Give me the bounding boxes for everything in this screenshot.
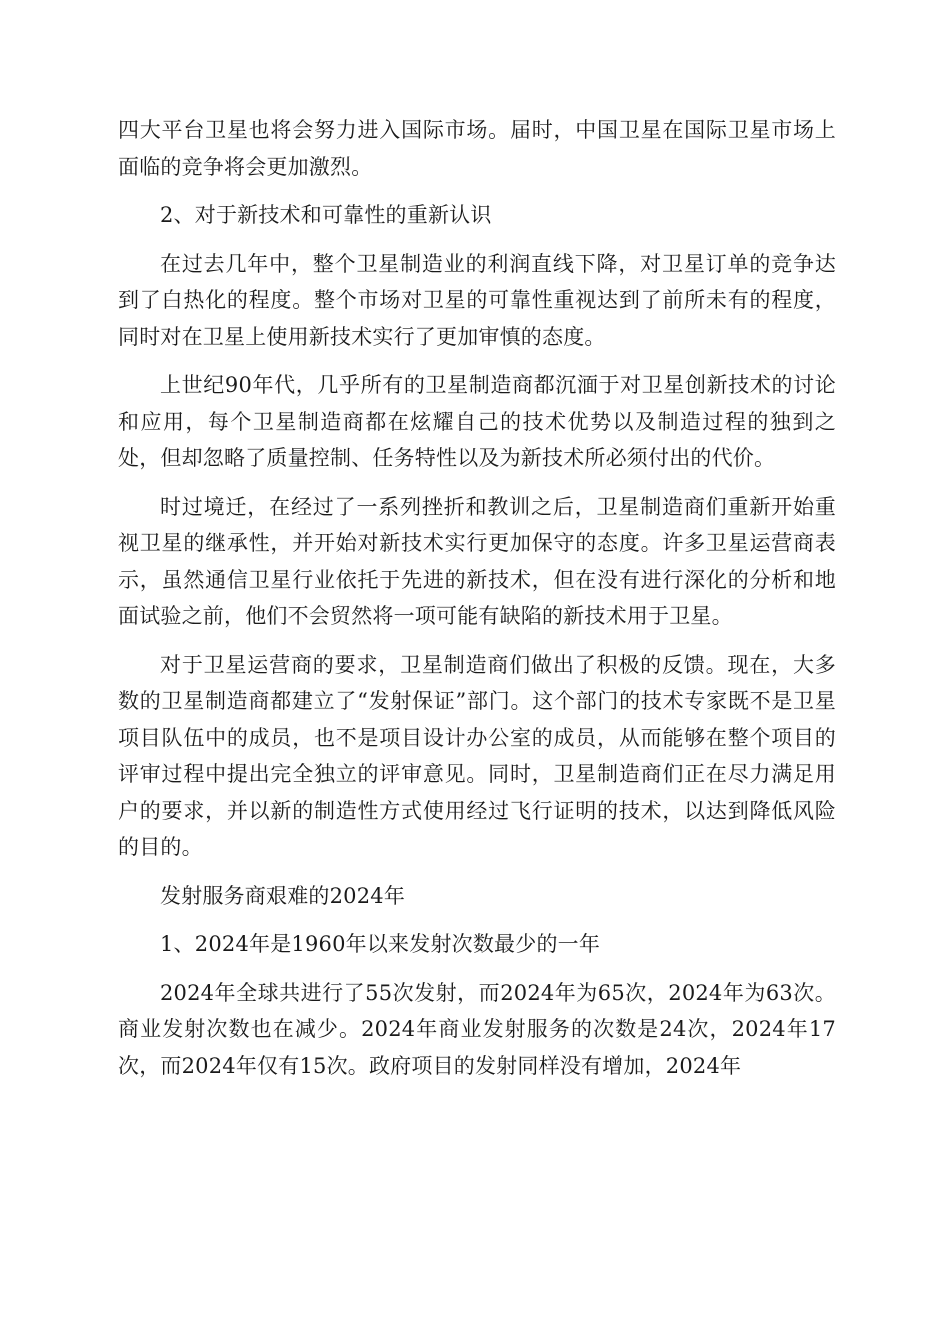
section-heading-launch-providers: 发射服务商艰难的2024年 [160,883,406,908]
document-body [118,112,836,1096]
paragraph-intro-continuation: 四大平台卫星也将会努力进入国际市场。届时，中国卫星在国际卫星市场上面临的竞争将会更加激烈。 [118,118,836,179]
paragraph-profit-decline: 在过去几年中，整个卫星制造业的利润直线下降，对卫星订单的竞争达到了白热化的程度。整个市场对卫星的可靠性重视达到了前所未有的程度，同时对在卫星上使用新技术实行了更加审慎的态度。 [118,251,836,349]
section-heading-new-tech-reliability: 2、对于新技术和可靠性的重新认识 [160,203,492,227]
paragraph-launch-assurance: 对于卫星运营商的要求，卫星制造商们做出了积极的反馈。现在，大多数的卫星制造商都建立了“发射保证”部门。这个部门的技术专家既不是卫星项目队伍中的成员，也不是项目设计办公室的成员，从而能够在整个项目的评审过程中提出完全独立的评审意见。同时，卫星制造商们正在尽力满足用户的要求，并以新的制造性方式使用经过飞行证明的技术，以达到降低风险的目的。 [118,652,836,859]
paragraph-launch-statistics: 2024年全球共进行了55次发射，而2024年为65次，2024年为63次。商业发射次数也在减少。2024年商业发射服务的次数是24次，2024年17次，而2024年仅有15次。政府项目的发射同样没有增加，2024年 [118,980,836,1078]
paragraph-heritage-conservatism: 时过境迁，在经过了一系列挫折和教训之后，卫星制造商们重新开始重视卫星的继承性，并开始对新技术实行更加保守的态度。许多卫星运营商表示，虽然通信卫星行业依托于先进的新技术，但在没有进行深化的分析和地面试验之前，他们不会贸然将一项可能有缺陷的新技术用于卫星。 [118,494,836,628]
paragraph-1990s-innovation: 上世纪90年代，几乎所有的卫星制造商都沉湎于对卫星创新技术的讨论和应用，每个卫星制造商都在炫耀自己的技术优势以及制造过程的独到之处，但却忽略了质量控制、任务特性以及为新技术所必须付出的代价。 [118,373,836,470]
subsection-heading-fewest-launches: 1、2024年是1960年以来发射次数最少的一年 [160,932,601,956]
